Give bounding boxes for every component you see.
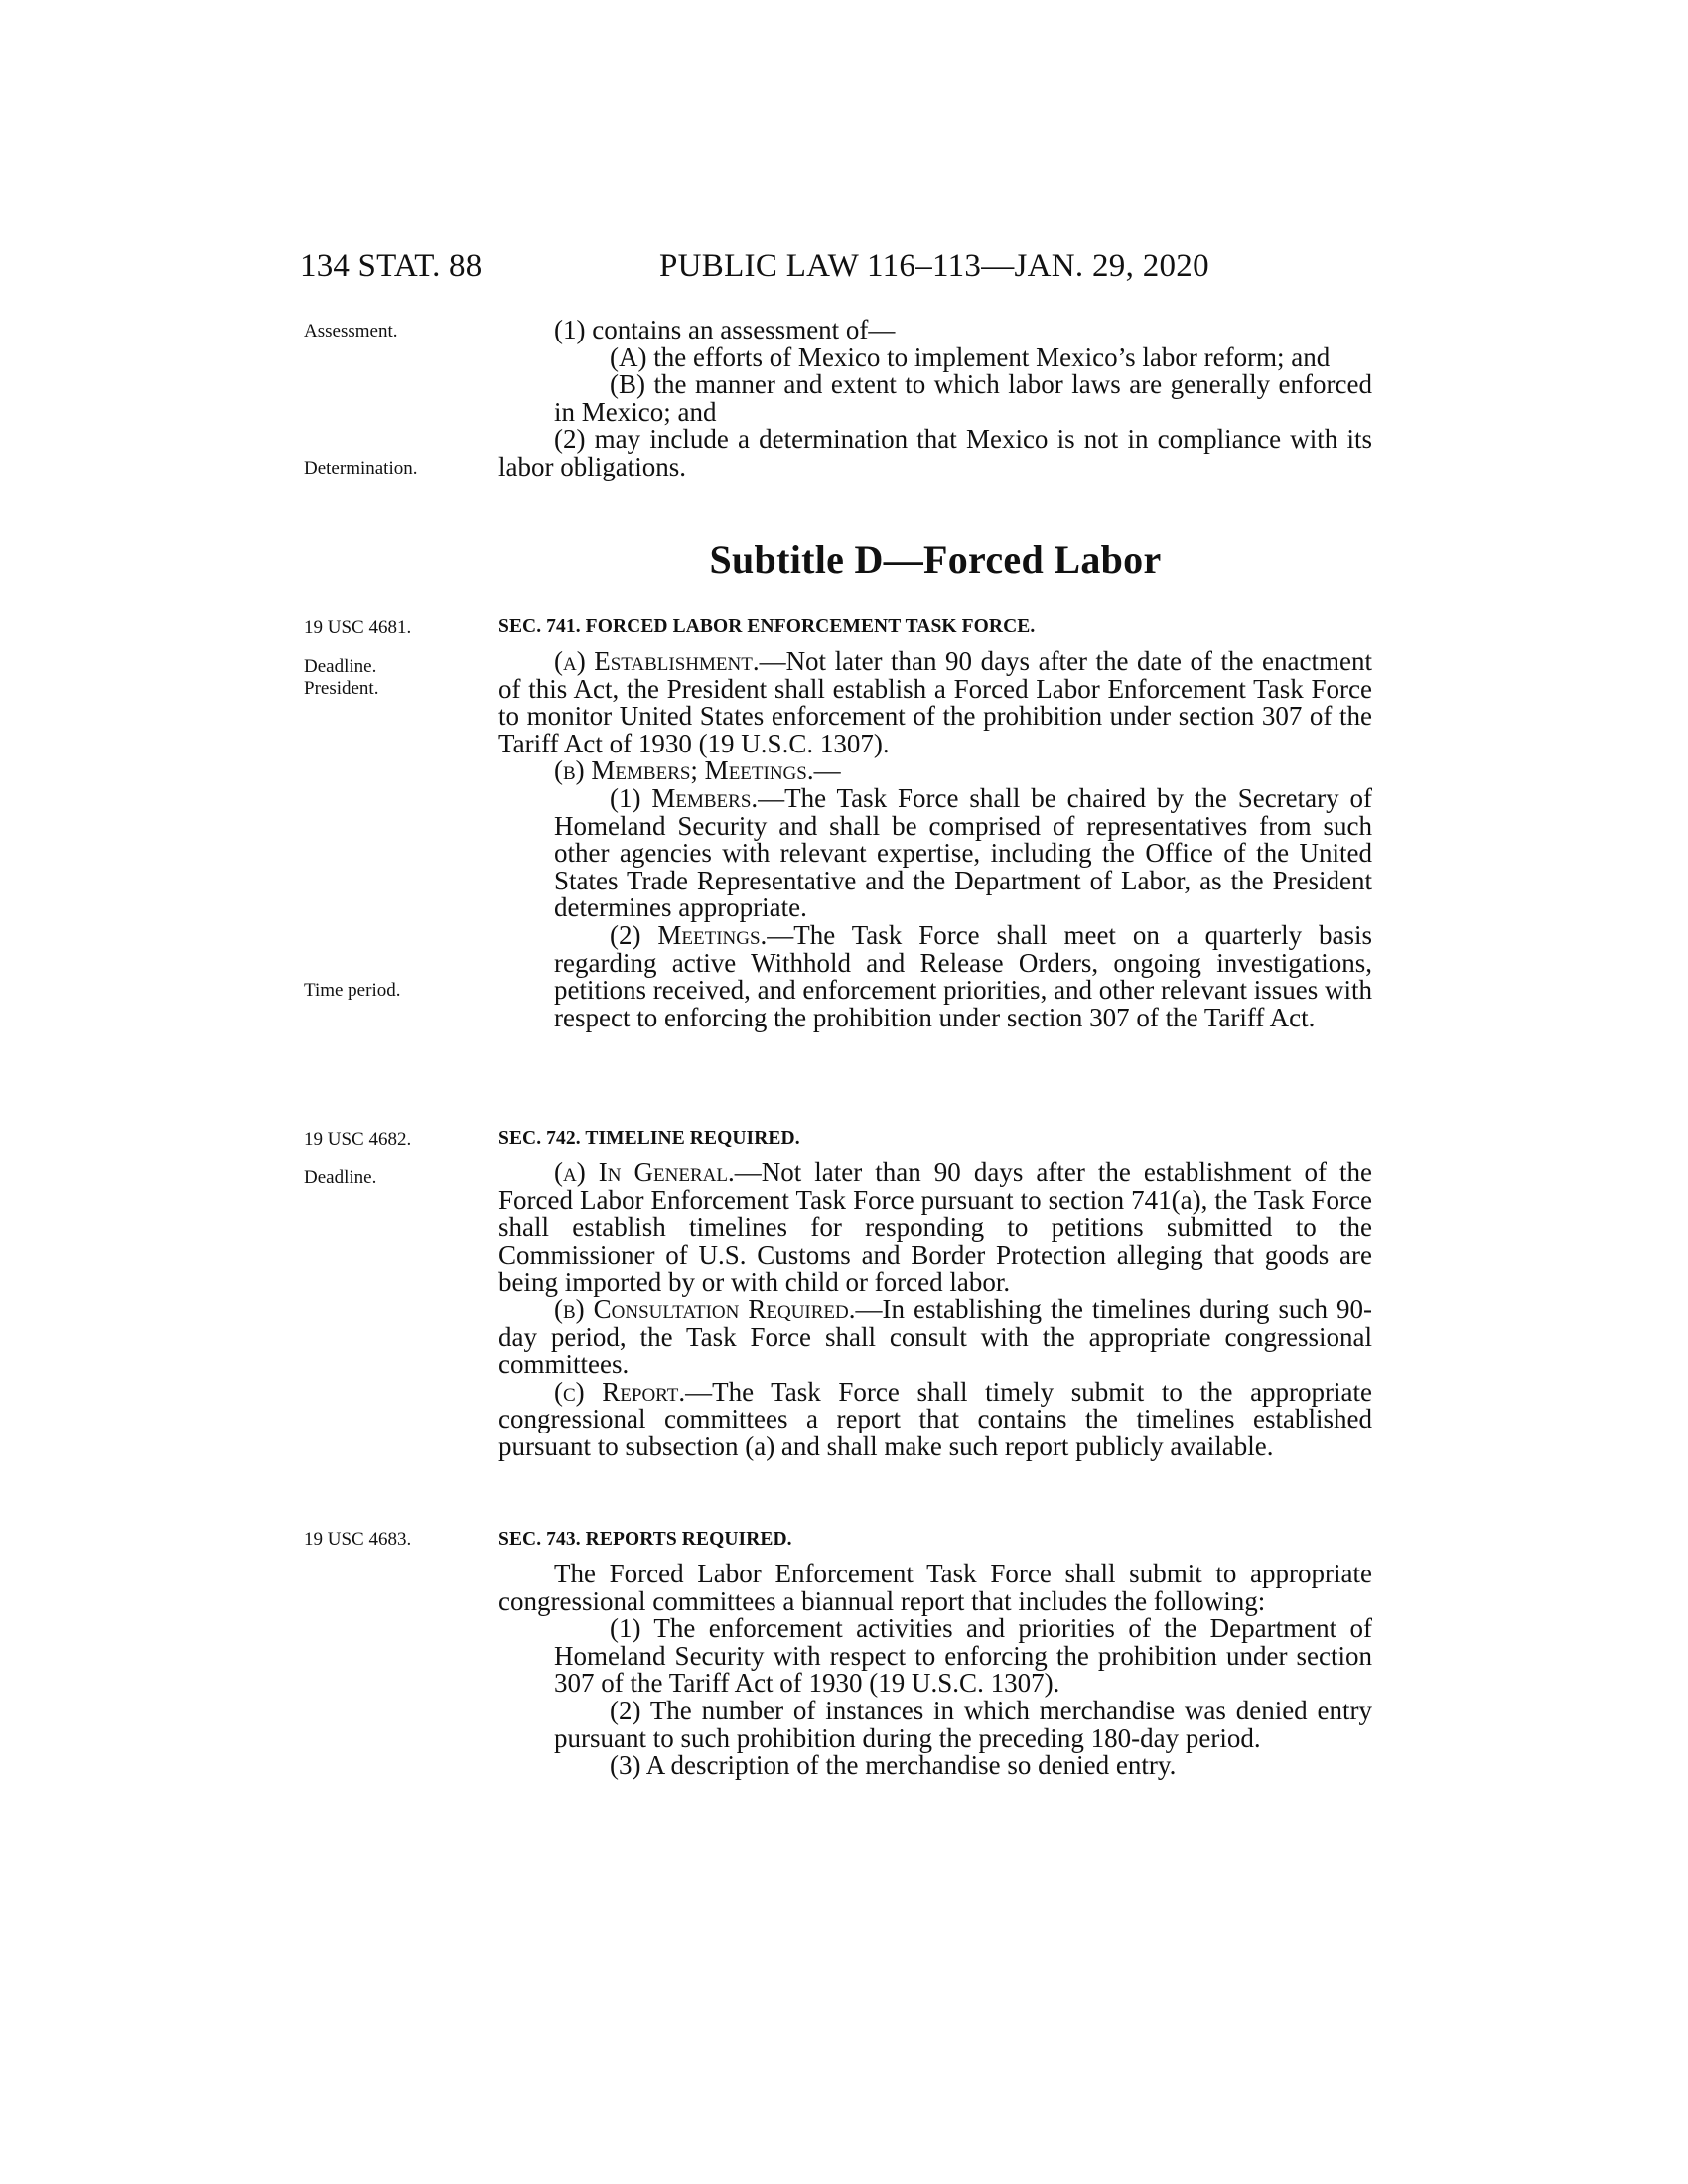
paragraph-b2-label: (2) Meetings (610, 919, 761, 950)
paragraph-b2-text: .—The Task Force shall meet on a quarterly basis regarding active Withhold and Release Orders, ongoing investigations, petitions received, and enforcement priorities, and other relevant issues with respect to enforcing the prohibition under section 307 of the Tariff Act. (554, 919, 1372, 1032)
subparagraph-a: (A) the efforts of Mexico to implement Mexico’s labor reform; and (610, 341, 1331, 372)
section-743-body (498, 1561, 1372, 1780)
subsection-a-text: .—Not later than 90 days after the date of the enactment of this Act, the President shall establish a Forced Labor Enforcement Task Force to monitor United States enforcement of the prohibition under section 307 of the Tariff Act of 1930 (19 U.S.C. 1307). (498, 646, 1372, 758)
subsection-b-label: (b) Consultation Required (554, 1294, 849, 1324)
subsection-b-text: .—In establishing the timelines during such 90-day period, the Task Force shall consult with the appropriate congressional committees. (498, 1294, 1372, 1380)
section-742-body (498, 1160, 1372, 1461)
continued-provisions (498, 317, 1372, 481)
statute-page-number: 134 STAT. 88 (300, 248, 483, 284)
subtitle-heading: Subtitle D—Forced Labor (709, 537, 1162, 582)
subsection-c-label: (c) Report (554, 1376, 679, 1407)
running-title: PUBLIC LAW 116–113—JAN. 29, 2020 (659, 248, 1209, 284)
subsection-a (498, 648, 1372, 757)
section-741-heading: SEC. 741. FORCED LABOR ENFORCEMENT TASK FORCE. (498, 616, 1036, 637)
subsection-c (498, 1376, 1373, 1461)
section-741-body (498, 648, 1372, 1031)
margin-note-assessment: Assessment. (304, 321, 398, 341)
subsection-b-label: (b) Members; Meetings (554, 755, 807, 786)
subparagraph-b: (B) the manner and extent to which labor laws are generally enforced in Mexico; and (554, 369, 1372, 427)
margin-note-usc-4683: 19 USC 4683. (304, 1529, 412, 1550)
paragraph-b2 (498, 919, 1372, 1032)
section-743-heading: SEC. 743. REPORTS REQUIRED. (498, 1529, 792, 1550)
section-742-heading: SEC. 742. TIMELINE REQUIRED. (498, 1128, 800, 1149)
paragraph-1: (1) contains an assessment of— (554, 315, 896, 344)
paragraph-b1-label: (1) Members (610, 782, 752, 813)
report-item-2: (2) The number of instances in which merchandise was denied entry pursuant to such prohibition during the preceding 180-day period. (554, 1695, 1372, 1753)
margin-note-usc-4681: 19 USC 4681. (304, 617, 412, 638)
subsection-a-text: .—Not later than 90 days after the establishment of the Forced Labor Enforcement Task Force pursuant to section 741(a), the Task Force shall establish timelines for responding to petitions submitted to the Commissioner of U.S. Customs and Border Protection alleging that goods are being imported by or with child or forced labor. (498, 1158, 1372, 1297)
section-743-intro: The Forced Labor Enforcement Task Force shall submit to appropriate congressional committees a biannual report that includes the following: (498, 1559, 1372, 1616)
margin-note-determination: Determination. (304, 458, 418, 478)
report-item-1: (1) The enforcement activities and priorities of the Department of Homeland Security with respect to enforcing the prohibition under section 307 of the Tariff Act of 1930 (19 U.S.C. 1307). (554, 1613, 1372, 1699)
subsection-c-text: .—The Task Force shall timely submit to the appropriate congressional committees a report that contains the timelines established pursuant to subsection (a) and shall make such report publicly available. (498, 1376, 1373, 1461)
subsection-a (498, 1160, 1372, 1297)
paragraph-b1-text: .—The Task Force shall be chaired by the Secretary of Homeland Security and shall be comprised of representatives from such other agencies with relevant expertise, including the Office of the United States Trade Representative and the Department of Labor, as the President determines appropriate. (554, 782, 1372, 923)
subsection-a-label: (a) Establishment (554, 646, 753, 676)
margin-note-deadline: Deadline. (304, 656, 377, 677)
paragraph-b1 (498, 782, 1372, 923)
subsection-b (498, 1294, 1372, 1380)
report-item-3: (3) A description of the merchandise so denied entry. (610, 1750, 1177, 1781)
paragraph-2: (2) may include a determination that Mexico is not in compliance with its labor obligations. (498, 424, 1372, 481)
margin-note-usc-4682: 19 USC 4682. (304, 1129, 412, 1150)
subsection-b-text: .— (806, 755, 841, 786)
margin-note-deadline: Deadline. (304, 1167, 377, 1188)
margin-note-time-period: Time period. (304, 980, 401, 1001)
subsection-a-label: (a) In General (554, 1158, 728, 1187)
margin-note-president: President. (304, 678, 379, 699)
subsection-b (498, 757, 1372, 785)
